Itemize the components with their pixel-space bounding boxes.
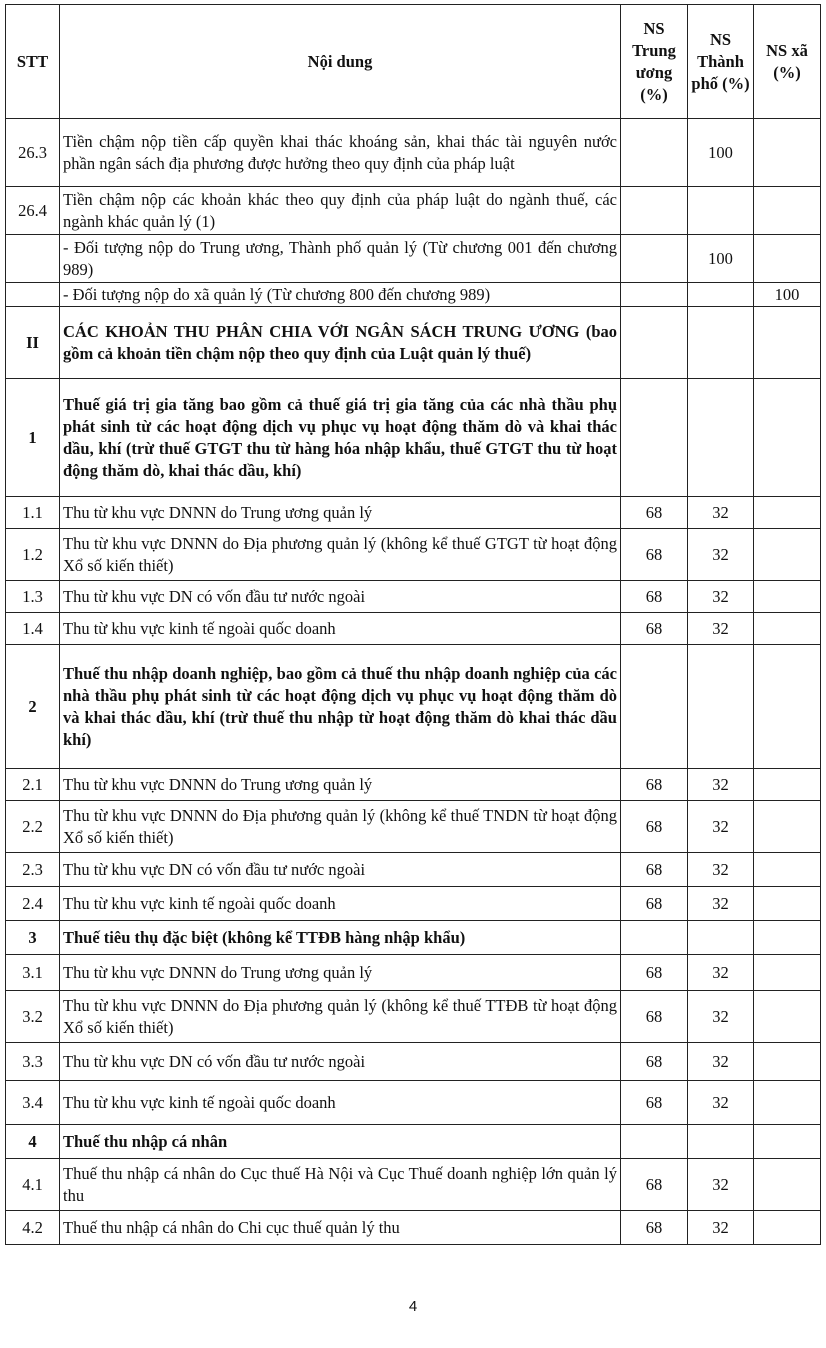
row-ns-xa	[754, 613, 821, 645]
row-ns-trung-uong	[621, 235, 688, 283]
row-ns-thanh-pho: 32	[688, 991, 754, 1043]
table-row	[6, 955, 821, 991]
row-stt: 3	[6, 921, 60, 955]
row-ns-trung-uong	[621, 283, 688, 307]
row-ns-xa	[754, 955, 821, 991]
header-stt: STT	[6, 5, 60, 119]
row-ns-trung-uong	[621, 187, 688, 235]
row-content: Thuế thu nhập cá nhân do Chi cục thuế quản lý thu	[60, 1211, 621, 1245]
row-ns-xa	[754, 1043, 821, 1081]
row-stt: 1.3	[6, 581, 60, 613]
row-ns-trung-uong: 68	[621, 801, 688, 853]
row-stt: 2	[6, 645, 60, 769]
row-ns-xa	[754, 497, 821, 529]
row-stt: 4.2	[6, 1211, 60, 1245]
row-ns-xa	[754, 187, 821, 235]
row-ns-thanh-pho: 32	[688, 1043, 754, 1081]
row-ns-trung-uong: 68	[621, 1211, 688, 1245]
row-content: - Đối tượng nộp do Trung ương, Thành phố quản lý (Từ chương 001 đến chương 989)	[60, 235, 621, 283]
row-content: Thuế thu nhập cá nhân	[60, 1125, 621, 1159]
table-row	[6, 991, 821, 1043]
row-ns-thanh-pho: 32	[688, 887, 754, 921]
row-stt: 2.1	[6, 769, 60, 801]
row-content: Thuế giá trị gia tăng bao gồm cả thuế giá trị gia tăng của các nhà thầu phụ phát sinh từ các hoạt động dịch vụ phục vụ hoạt động thăm dò và khai thác dầu, khí (trừ thuế GTGT thu từ hàng hóa nhập khẩu, thuế GTGT thu từ hoạt động thăm dò, khai thác dầu, khí)	[60, 379, 621, 497]
table-row	[6, 769, 821, 801]
row-stt: 1.4	[6, 613, 60, 645]
row-content: Thu từ khu vực kinh tế ngoài quốc doanh	[60, 887, 621, 921]
table-row	[6, 379, 821, 497]
row-ns-trung-uong: 68	[621, 497, 688, 529]
row-ns-thanh-pho: 100	[688, 235, 754, 283]
row-content: Thu từ khu vực kinh tế ngoài quốc doanh	[60, 1081, 621, 1125]
row-ns-xa	[754, 235, 821, 283]
row-ns-trung-uong: 68	[621, 1159, 688, 1211]
row-stt: 3.4	[6, 1081, 60, 1125]
row-stt: 26.3	[6, 119, 60, 187]
row-ns-thanh-pho: 32	[688, 853, 754, 887]
row-stt: 1	[6, 379, 60, 497]
header-ns-trung-uong: NS Trung ương (%)	[621, 5, 688, 119]
table-row	[6, 613, 821, 645]
header-content: Nội dung	[60, 5, 621, 119]
row-content: Thu từ khu vực DNNN do Trung ương quản lý	[60, 497, 621, 529]
row-content: Thu từ khu vực DN có vốn đầu tư nước ngoài	[60, 853, 621, 887]
row-ns-xa	[754, 581, 821, 613]
row-stt: 26.4	[6, 187, 60, 235]
row-ns-thanh-pho: 32	[688, 497, 754, 529]
row-ns-trung-uong: 68	[621, 887, 688, 921]
row-ns-xa	[754, 887, 821, 921]
row-stt: 1.2	[6, 529, 60, 581]
table-row	[6, 1043, 821, 1081]
table-row	[6, 119, 821, 187]
table-row	[6, 645, 821, 769]
row-ns-trung-uong	[621, 379, 688, 497]
row-ns-trung-uong: 68	[621, 613, 688, 645]
table-row	[6, 283, 821, 307]
row-ns-xa	[754, 1081, 821, 1125]
row-content: Tiền chậm nộp các khoản khác theo quy định của pháp luật do ngành thuế, các ngành khác quản lý (1)	[60, 187, 621, 235]
table-row	[6, 1081, 821, 1125]
row-content: Thuế tiêu thụ đặc biệt (không kể TTĐB hàng nhập khẩu)	[60, 921, 621, 955]
row-content: Tiền chậm nộp tiền cấp quyền khai thác khoáng sản, khai thác tài nguyên nước phần ngân sách địa phương được hưởng theo quy định của pháp luật	[60, 119, 621, 187]
row-ns-thanh-pho	[688, 1125, 754, 1159]
row-ns-xa	[754, 307, 821, 379]
row-stt: 3.3	[6, 1043, 60, 1081]
table-row	[6, 1125, 821, 1159]
row-ns-thanh-pho	[688, 187, 754, 235]
table-row	[6, 921, 821, 955]
row-stt: 1.1	[6, 497, 60, 529]
table-row	[6, 529, 821, 581]
table-row	[6, 497, 821, 529]
row-ns-xa	[754, 119, 821, 187]
row-ns-xa	[754, 801, 821, 853]
row-stt	[6, 283, 60, 307]
row-ns-trung-uong: 68	[621, 991, 688, 1043]
revenue-allocation-table	[5, 4, 821, 1245]
row-ns-thanh-pho: 32	[688, 769, 754, 801]
row-ns-thanh-pho	[688, 379, 754, 497]
row-ns-trung-uong: 68	[621, 955, 688, 991]
row-content: Thuế thu nhập doanh nghiệp, bao gồm cả thuế thu nhập doanh nghiệp của các nhà thầu phụ phát sinh từ các hoạt động dịch vụ phục vụ hoạt động thăm dò và khai thác dầu, khí (trừ thuế thu nhập từ hoạt động thăm dò khai thác dầu khí)	[60, 645, 621, 769]
row-ns-xa	[754, 645, 821, 769]
row-stt	[6, 235, 60, 283]
row-ns-thanh-pho: 32	[688, 529, 754, 581]
row-ns-xa	[754, 769, 821, 801]
row-content: Thu từ khu vực DNNN do Địa phương quản lý (không kể thuế TNDN từ hoạt động Xổ số kiến thiết)	[60, 801, 621, 853]
row-ns-thanh-pho: 32	[688, 1211, 754, 1245]
row-ns-thanh-pho	[688, 645, 754, 769]
table-row	[6, 307, 821, 379]
header-ns-thanh-pho: NS Thành phố (%)	[688, 5, 754, 119]
row-ns-trung-uong	[621, 921, 688, 955]
row-ns-trung-uong	[621, 645, 688, 769]
row-ns-xa: 100	[754, 283, 821, 307]
row-content: - Đối tượng nộp do xã quản lý (Từ chương 800 đến chương 989)	[60, 283, 621, 307]
row-content: Thu từ khu vực DNNN do Trung ương quản lý	[60, 769, 621, 801]
row-ns-xa	[754, 529, 821, 581]
row-ns-xa	[754, 1125, 821, 1159]
row-ns-trung-uong: 68	[621, 581, 688, 613]
row-stt: II	[6, 307, 60, 379]
row-ns-thanh-pho: 32	[688, 1159, 754, 1211]
row-content: Thuế thu nhập cá nhân do Cục thuế Hà Nội và Cục Thuế doanh nghiệp lớn quản lý thu	[60, 1159, 621, 1211]
row-ns-trung-uong: 68	[621, 1043, 688, 1081]
table-row	[6, 887, 821, 921]
row-ns-thanh-pho: 32	[688, 613, 754, 645]
row-ns-xa	[754, 1159, 821, 1211]
table-header-row	[6, 5, 821, 119]
row-content: Thu từ khu vực DNNN do Địa phương quản lý (không kể thuế GTGT từ hoạt động Xổ số kiến thiết)	[60, 529, 621, 581]
table-row	[6, 801, 821, 853]
row-content: Thu từ khu vực DN có vốn đầu tư nước ngoài	[60, 1043, 621, 1081]
row-ns-trung-uong	[621, 119, 688, 187]
row-ns-thanh-pho: 32	[688, 1081, 754, 1125]
table-row	[6, 853, 821, 887]
row-content: Thu từ khu vực DN có vốn đầu tư nước ngoài	[60, 581, 621, 613]
row-ns-trung-uong	[621, 307, 688, 379]
row-ns-xa	[754, 921, 821, 955]
row-content: Thu từ khu vực DNNN do Trung ương quản lý	[60, 955, 621, 991]
row-ns-trung-uong: 68	[621, 769, 688, 801]
row-stt: 4	[6, 1125, 60, 1159]
row-ns-thanh-pho	[688, 283, 754, 307]
page-number: 4	[408, 1298, 418, 1315]
header-ns-xa: NS xã (%)	[754, 5, 821, 119]
row-ns-xa	[754, 379, 821, 497]
row-stt: 3.1	[6, 955, 60, 991]
row-ns-thanh-pho	[688, 921, 754, 955]
row-ns-xa	[754, 1211, 821, 1245]
row-ns-thanh-pho: 32	[688, 801, 754, 853]
row-stt: 2.4	[6, 887, 60, 921]
row-stt: 2.2	[6, 801, 60, 853]
row-stt: 2.3	[6, 853, 60, 887]
row-ns-thanh-pho: 32	[688, 581, 754, 613]
row-ns-thanh-pho: 100	[688, 119, 754, 187]
row-ns-trung-uong: 68	[621, 529, 688, 581]
table-row	[6, 1211, 821, 1245]
table-row	[6, 1159, 821, 1211]
row-content: Thu từ khu vực DNNN do Địa phương quản lý (không kể thuế TTĐB từ hoạt động Xổ số kiến thiết)	[60, 991, 621, 1043]
row-ns-trung-uong: 68	[621, 1081, 688, 1125]
row-ns-thanh-pho: 32	[688, 955, 754, 991]
row-ns-trung-uong	[621, 1125, 688, 1159]
table-row	[6, 235, 821, 283]
row-content: Thu từ khu vực kinh tế ngoài quốc doanh	[60, 613, 621, 645]
row-stt: 4.1	[6, 1159, 60, 1211]
row-ns-xa	[754, 853, 821, 887]
row-content: CÁC KHOẢN THU PHÂN CHIA VỚI NGÂN SÁCH TRUNG ƯƠNG (bao gồm cả khoản tiền chậm nộp theo quy định của Luật quản lý thuế)	[60, 307, 621, 379]
row-stt: 3.2	[6, 991, 60, 1043]
row-ns-xa	[754, 991, 821, 1043]
row-ns-trung-uong: 68	[621, 853, 688, 887]
row-ns-thanh-pho	[688, 307, 754, 379]
table-row	[6, 581, 821, 613]
table-row	[6, 187, 821, 235]
